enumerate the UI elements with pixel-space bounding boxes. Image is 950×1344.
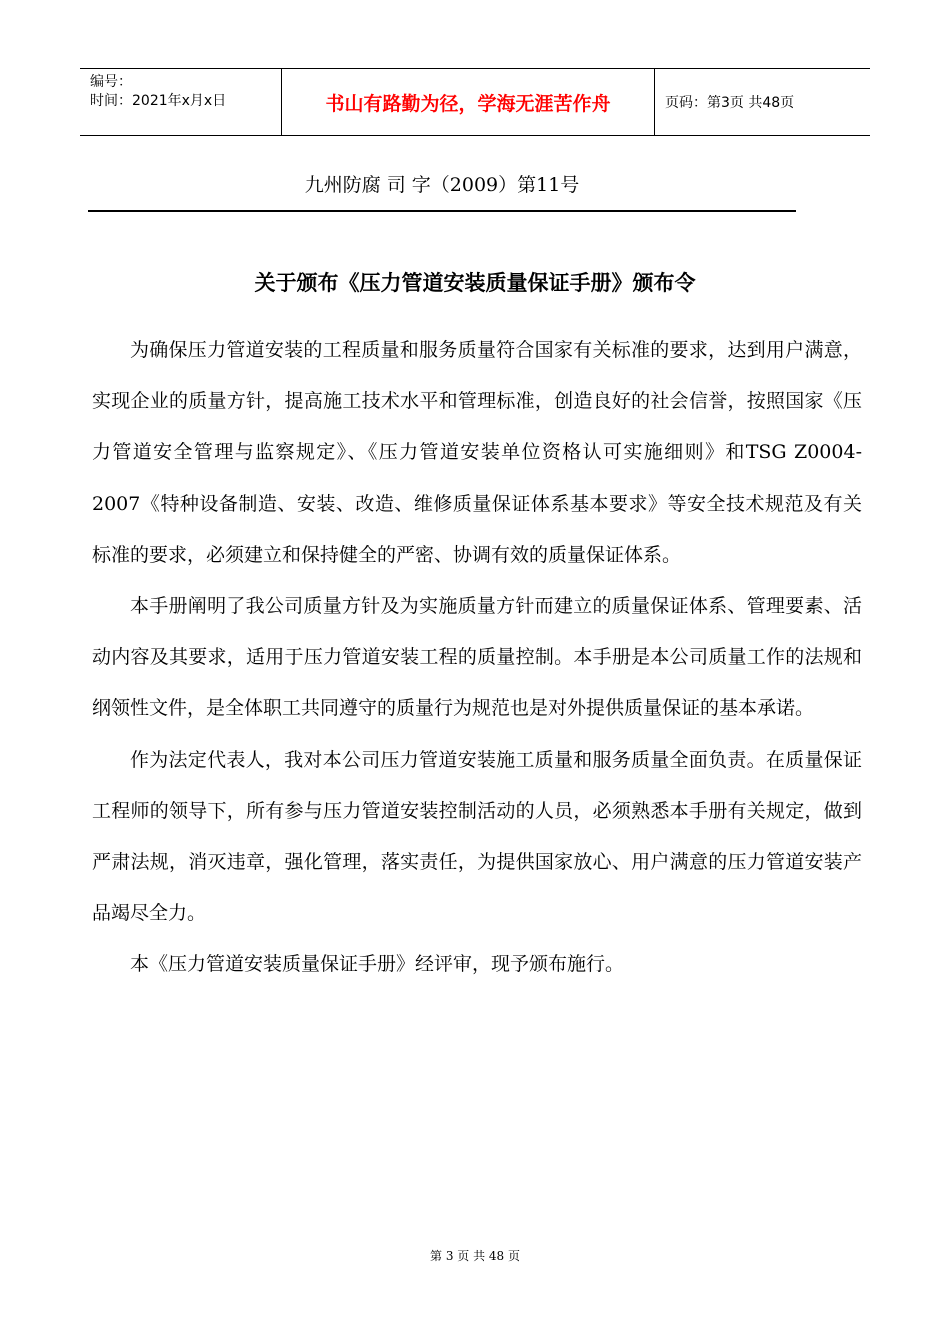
page-header <box>80 68 870 136</box>
header-meta <box>80 69 281 135</box>
date-label: 时间：2021年x月x日 <box>90 93 227 109</box>
document-number: 九州防腐 司 字（2009）第11号 <box>304 174 580 196</box>
document-title: 关于颁布《压力管道安装质量保证手册》颁布令 <box>254 271 696 295</box>
document-divider <box>88 210 796 212</box>
header-page-info: 页码：第3页 共48页 <box>665 95 795 111</box>
document-body <box>92 325 862 991</box>
header-motto: 书山有路勤为径，学海无涯苦作舟 <box>281 69 655 135</box>
body-paragraph: 本《压力管道安装质量保证手册》经评审，现予颁布施行。 <box>130 953 625 976</box>
body-paragraph: 作为法定代表人，我对本公司压力管道安装施工质量和服务质量全面负责。在质量保证工程师的领导下，所有参与压力管道安装控制活动的人员，必须熟悉本手册有关规定，做到严肃法规，消灭违章，强化管理，落实责任，为提供国家放心、用户满意的压力管道安装产品竭尽全力。 <box>92 748 862 925</box>
serial-label: 编号： <box>90 74 132 90</box>
body-paragraph: 为确保压力管道安装的工程质量和服务质量符合国家有关标准的要求，达到用户满意，实现企业的质量方针，提高施工技术水平和管理标准，创造良好的社会信誉，按照国家《压力管道安全管理与监察规定》、《压力管道安装单位资格认可实施细则》和TSG Z0004-2007《特种设备制造、安装、改造、维修质量保证体系基本要求》等安全技术规范及有关标准的要求，必须建立和保持健全的严密、协调有效的质量保证体系。 <box>92 339 862 566</box>
page-footer: 第 3 页 共 48 页 <box>430 1249 520 1263</box>
body-paragraph: 本手册阐明了我公司质量方针及为实施质量方针而建立的质量保证体系、管理要素、活动内容及其要求，适用于压力管道安装工程的质量控制。本手册是本公司质量工作的法规和纲领性文件，是全体职工共同遵守的质量行为规范也是对外提供质量保证的基本承诺。 <box>92 595 862 720</box>
